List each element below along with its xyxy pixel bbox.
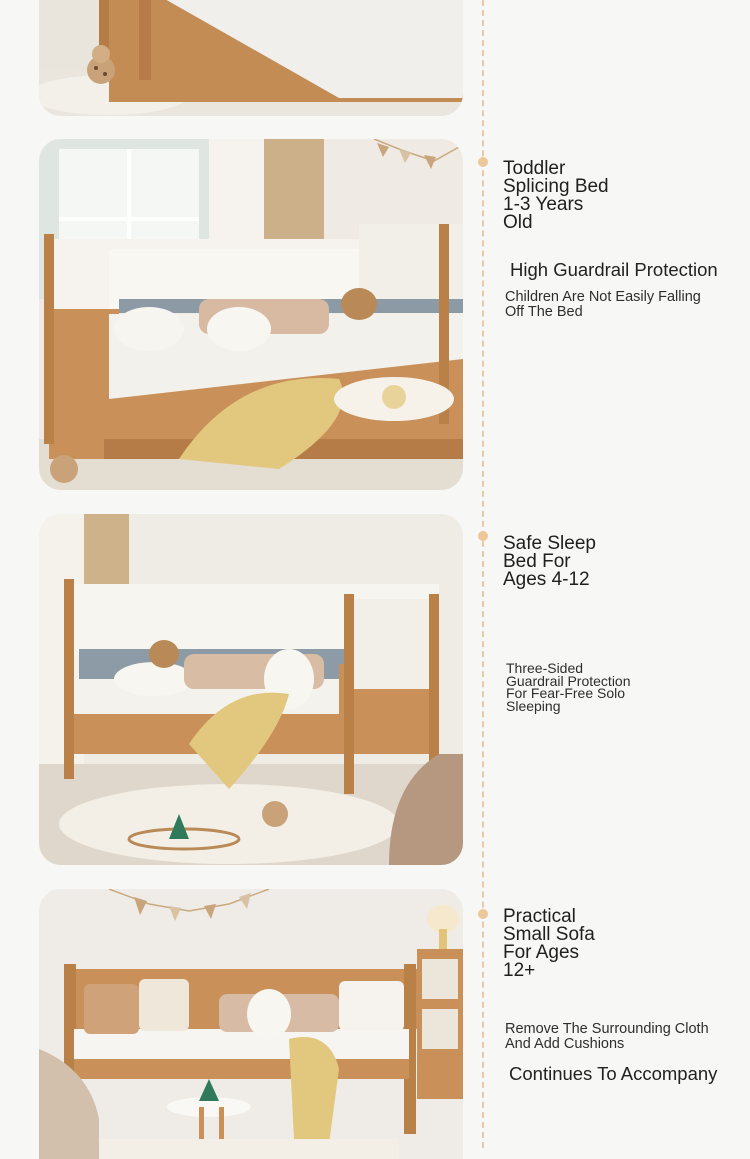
product-photo-bed-partial xyxy=(39,0,463,116)
product-photo-safe-sleep-bed xyxy=(39,514,463,865)
timeline-dot xyxy=(478,531,488,541)
timeline-dashed-line xyxy=(482,0,484,1148)
section-3-caption: Remove The Surrounding Cloth And Add Cushions xyxy=(505,1021,709,1052)
product-photo-small-sofa xyxy=(39,889,463,1159)
product-photo-toddler-bed xyxy=(39,139,463,490)
section-3-title: Practical Small Sofa For Ages 12+ xyxy=(503,906,595,981)
section-2-title: Safe Sleep Bed For Ages 4-12 xyxy=(503,533,596,590)
section-3-headline: Continues To Accompany xyxy=(509,1063,718,1084)
section-1-caption: Children Are Not Easily Falling Off The Bed xyxy=(505,289,701,320)
section-2-caption: Three-Sided Guardrail Protection For Fear-Free Solo Sleeping xyxy=(506,660,631,714)
timeline-dot xyxy=(478,157,488,167)
section-1-title: Toddler Splicing Bed 1-3 Years Old xyxy=(503,158,609,233)
section-1-headline: High Guardrail Protection xyxy=(510,259,718,280)
timeline-dot xyxy=(478,909,488,919)
